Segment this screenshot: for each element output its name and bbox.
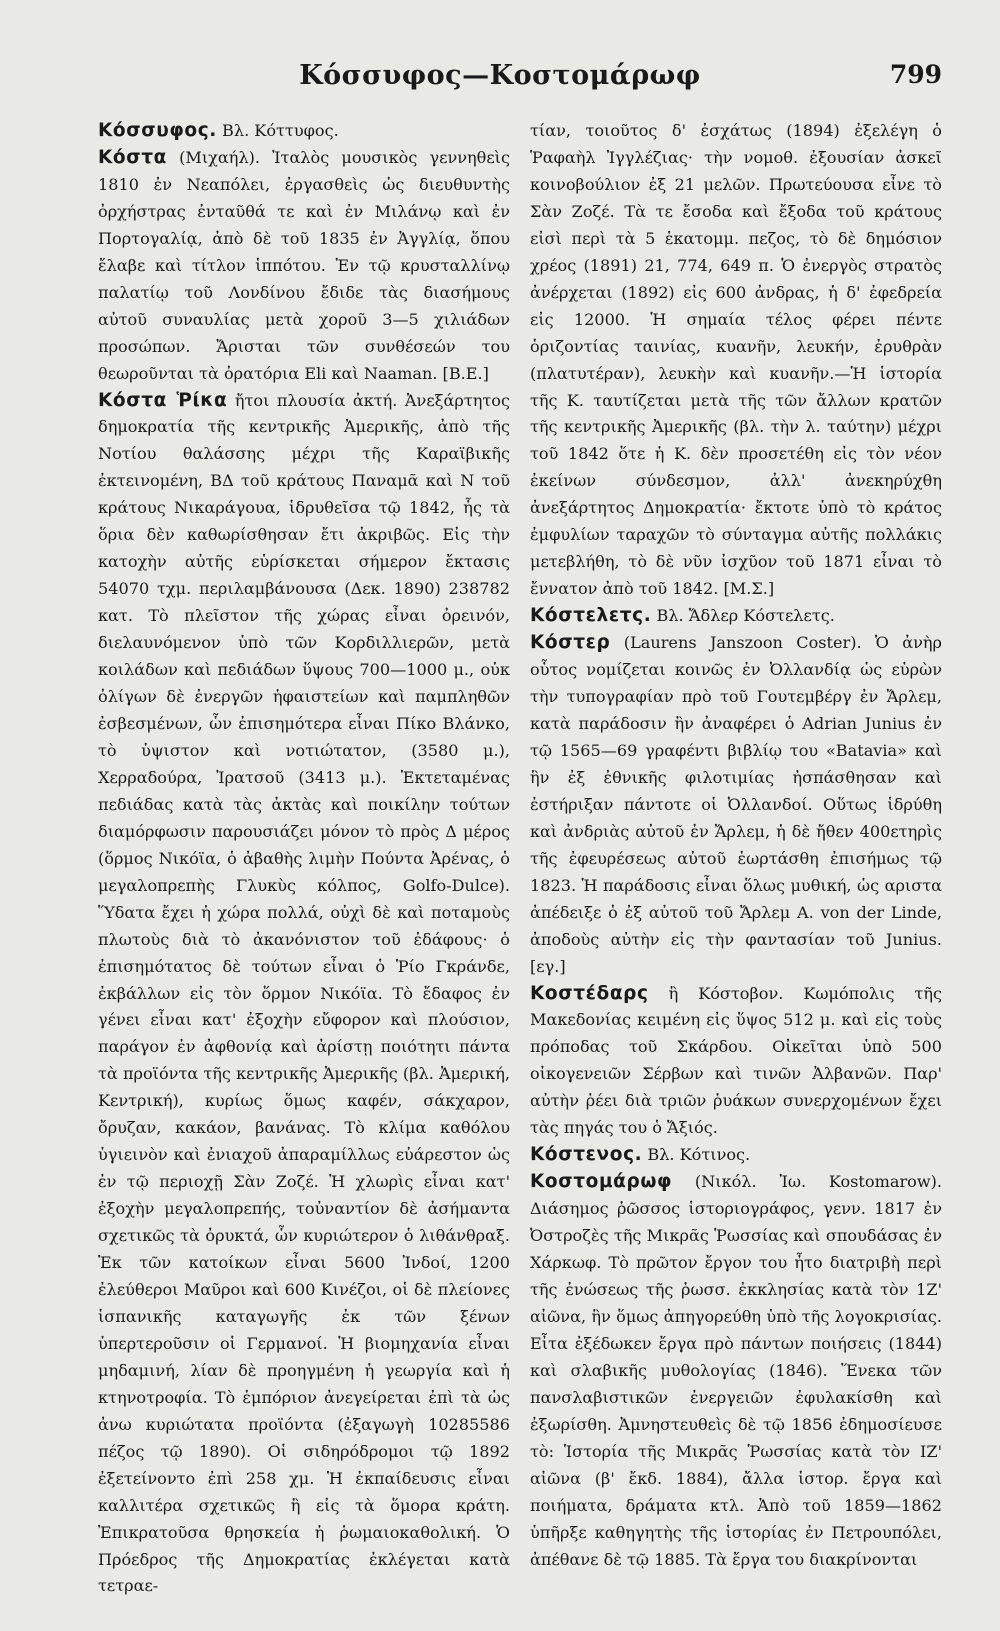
entry-headword: Κόστα Ῥίκα [98,389,228,411]
entry [530,1142,942,1169]
entry-continuation [530,118,942,603]
entry-headword: Κόστερ [530,632,611,654]
entry-text: ἤτοι πλουσία ἀκτή. Ἀνεξάρτητος δημοκρατία τῆς κεντρικῆς Ἀμερικῆς, ἀπὸ τῆς Νοτίου θαλάσσης μέχρι τῆς Καραϊβικῆς ἐκτεινομένη, ΒΔ τοῦ κράτους Παναμᾶ καὶ Ν τοῦ κράτους Νικαράγουα, ἱδρυθεῖσα τῷ 1842, ἧς τὰ ὅρια δὲν καθωρίσθησαν ἔτι ἀκριβῶς. Εἰς τὴν κατοχὴν αὐτῆς εὑρίσκεται σήμερον ἔκτασις 54070 τχμ. περιλαμβάνουσα (Δεκ. 1890) 238782 κατ. Τὸ πλεῖστον τῆς χώρας εἶναι ὀρεινόν, διελαυνόμενον ὑπὸ τῶν Κορδιλλιερῶν, μετὰ κοιλάδων καὶ πεδιάδων ὕψους 700—1000 μ., οὐκ ὀλίγων δὲ ἐνεργῶν ἡφαιστείων καὶ παμπληθῶν ἐσβεσμένων, ὧν ἐπισημότερα εἶναι Πίκο Βλάνκο, τὸ ὑψιστον καὶ νοτιώτατον, (3580 μ.), Χερραδούρα, Ἰρατσοῦ (3413 μ.). Ἐκτεταμένας πεδιάδας κατὰ τὰς ἀκτὰς καὶ ποικίλην τούτων διαμόρφωσιν παρουσιάζει μόνον τὸ πρὸς Δ μέρος (ὅρμος Νικόϊα, ὁ ἀβαθὴς λιμὴν Πούντα Ἀρένας, ὁ μεγαλοπρεπὴς Γλυκὺς κόλπος, Golfo-Dulce). Ὕδατα ἔχει ἡ χώρα πολλά, οὐχὶ δὲ καὶ ποταμοὺς πλωτοὺς διὰ τὸ ἀκανόνιστον τοῦ ἐδάφους· ὁ ἐπισημότατος δὲ τούτων εἶναι ὁ Ῥίο Γκράνδε, ἐκβάλλων εἰς τὸν ὅρμον Νικόϊα. Τὸ ἔδαφος ἐν γένει εἶναι κατ' ἐξοχὴν εὔφορον καὶ πλούσιον, παράγον ἐν ἀφθονίᾳ καὶ ἀρίστῃ ποιότητι πάντα τὰ προϊόντα τῆς κεντρικῆς Ἀμερικῆς (βλ. Ἀμερική, Κεντρική), κυρίως ὅμως καφέν, σάκχαρον, ὄρυζαν, κακάον, βανάνας. Τὸ κλίμα καθόλου ὑγιεινὸν καὶ ἐνιαχοῦ ἀπαραμίλλως εὐάρεστον ὡς ἐν τῷ περιοχῇ Σὰν Ζοζέ. Ἡ χλωρὶς εἶναι κατ' ἐξοχὴν μεγαλοπρεπής, τοὐναντίον δὲ ἀσήμαντα σχετικῶς τὰ ὀρυκτά, ὧν κυριώτερον ὁ λιθάνθραξ. Ἐκ τῶν κατοίκων εἶναι 5600 Ἰνδοί, 1200 ἐλεύθεροι Μαῦροι καὶ 600 Κινέζοι, οἱ δὲ πλείονες ἱσπανικῆς καταγωγῆς ἐκ τῶν ξένων ὑπερτεροῦσιν οἱ Γερμανοί. Ἡ βιομηχανία εἶναι μηδαμινή, λίαν δὲ προηγμένη ἡ γεωργία καὶ ἡ κτηνοτροφία. Τὸ ἐμπόριον ἀνεγείρεται ἐπὶ τὰ ὡς ἀνω κυριώτατα προϊόντα (ἐξαγωγὴ 10285586 πέζος τῷ 1890). Οἱ σιδηρόδρομοι τῷ 1892 ἐξετείνοντο ἐπὶ 258 χμ. Ἡ ἐκπαίδευσις εἶναι καλλιτέρα σχετικῶς ἢ εἰς τὰ ὅμορα κράτη. Ἐπικρατοῦσα θρησκεία ἡ ῥωμαιοκαθολική. Ὁ Πρόεδρος τῆς Δημοκρατίας ἐκλέγεται κατὰ τετραε- [98,390,510,1596]
entry [530,630,942,980]
page-header [0,52,1000,102]
running-title: Κόσσυφος—Κοστομάρωφ [299,60,701,91]
entry [98,388,510,1601]
entry [530,603,942,630]
entry-text: (Μιχαήλ). Ἰταλὸς μουσικὸς γεννηθεὶς 1810 ἐν Νεαπόλει, ἐργασθεὶς ὡς διευθυντὴς ὀρχήστρας ἐνταῦθά τε καὶ ἐν Μιλάνῳ καὶ ἐν Πορτογαλίᾳ, ἀπὸ δὲ τοῦ 1835 ἐν Ἀγγλίᾳ, ὅπου ἔλαβε καὶ τίτλον ἱππότου. Ἐν τῷ κρυσταλλίνῳ παλατίῳ τοῦ Λονδίνου ἔδιδε τὰς διασήμους αὐτοῦ συναυλίας μετὰ χοροῦ 3—5 χιλιάδων προσώπων. Ἄρισται τῶν συνθέσεών του θεωροῦνται τὰ ὀρατόρια Eli καὶ Naaman. [Β.Ε.] [98,147,510,383]
entry-headword: Κοστομάρωφ [530,1171,673,1193]
page-number: 799 [889,60,942,89]
entry-text: (Νικόλ. Ἰω. Kostomarow). Διάσημος ῥῶσσος ἱστοριογράφος, γενν. 1817 ἐν Ὀστροζὲς τῆς Μικρᾶς Ῥωσσίας καὶ σπουδάσας ἐν Χάρκωφ. Τὸ πρῶτον ἔργον του ἦτο διατριβὴ περὶ τῆς ἐνώσεως τῆς ῥωσσ. ἐκκλησίας κατὰ τὸν 1Ζ' αἰῶνα, ἣν ὅμως ἀπηγορεύθη ὑπὸ τῆς λογοκρισίας. Εἶτα ἐξέδωκεν ἔργα πρὸ πάντων ποιήσεις (1844) καὶ σλαβικῆς μυθολογίας (1846). Ἕνεκα τῶν πανσλαβιστικῶν ἐνεργειῶν ἐφυλακίσθη καὶ ἐξωρίσθη. Ἀμνηστευθεὶς δὲ τῷ 1856 ἐδημοσίευσε τὸ: Ἱστορία τῆς Μικρᾶς Ῥωσσίας κατὰ τὸν ΙΖ' αἰῶνα (β' ἔκδ. 1884), ἄλλα ἱστορ. ἔργα καὶ ποιήματα, δράματα κτλ. Ἀπὸ τοῦ 1859—1862 ὑπῆρξε καθηγητὴς τῆς ἱστορίας ἐν Πετρουπόλει, ἀπέθανε δὲ τῷ 1885. Τὰ ἔργα του διακρίνονται [530,1172,942,1569]
entry-text: (Laurens Janszoon Coster). Ὁ ἀνὴρ οὗτος νομίζεται κοινῶς ἐν Ὀλλανδίᾳ ὡς εὑρὼν τὴν τυπογραφίαν πρὸ τοῦ Γουτεμβέργ ἐν Ἄρλεμ, κατὰ παράδοσιν ἣν ἀναφέρει ὁ Adrian Junius ἐν τῷ 1565—69 γραφέντι βιβλίῳ του «Batavia» καὶ ἣν ἐξ ἐθνικῆς φιλοτιμίας ἠσπάσθησαν καὶ ἐστήριξαν πάντοτε οἱ Ὀλλανδοί. Οὕτως ἱδρύθη καὶ ἀνδριὰς αὐτοῦ ἐν Ἄρλεμ, ἡ δὲ ἤθεν 400ετηρὶς τῆς ἐφευρέσεως αὐτοῦ ἑωρτάσθη ἐπισήμως τῷ 1823. Ἡ παράδοσις εἶναι ὅλως μυθική, ὡς αριστα ἀπέδειξε ὁ ἐξ αὐτοῦ τοῦ Ἄρλεμ A. von der Linde, ἀποδοὺς αὐτὴν εἰς τὴν φαντασίαν τοῦ Junius. [εγ.] [530,633,942,976]
entry [530,981,942,1143]
entry [98,118,510,145]
entry-headword: Κόσσυφος. [98,120,217,141]
entry-text: Βλ. Ἄδλερ Κόστελετς. [651,606,835,626]
entry-headword: Κόστα [98,146,167,168]
entry-text: τίαν, τοιοῦτος δ' ἐσχάτως (1894) ἐξελέγη ὁ Ῥαφαὴλ Ἰγγλέζιας· τὴν νομοθ. ἐξουσίαν ἀσκεῖ κοινοβούλιον ἐξ 21 μελῶν. Πρωτεύουσα εἶνε τὸ Σὰν Ζοζέ. Τὰ τε ἔσοδα καὶ ἔξοδα τοῦ κράτους εἰσὶ περὶ τὰ 5 ἑκατομμ. πεζος, τὸ δὲ δημόσιον χρέος (1891) 21, 774, 649 π. Ὁ ἐνεργὸς στρατὸς ἀνέρχεται (1892) εἰς 600 ἀνδρας, ἡ δ' ἐφεδρεία εἰς 12000. Ἡ σημαία τέλος φέρει πέντε ὁριζοντίας ταινίας, κυανῆν, λευκήν, ἐρυθρὰν (πλατυτέραν), λευκὴν καὶ κυανῆν.—Ἡ ἱστορία τῆς Κ. ταυτίζεται μετὰ τῆς τῶν ἄλλων κρατῶν τῆς κεντρικῆς Ἀμερικῆς (βλ. τὴν λ. ταύτην) μέχρι τοῦ 1842 ὅτε ἡ Κ. δὲν προσετέθη εἰς τὸν νέον ἐκείνων σύνδεσμον, ἀλλ' ἀνεκηρύχθη ἀνεξάρτητος Δημοκρατία· ἔκτοτε ὑπὸ τὸ κράτος ἐμφυλίων ταραχῶν τὸ σύνταγμα αὐτῆς πολλάκις μετεβλήθη, τὸ δὲ νῦν ἰσχῦον τοῦ 1871 εἶναι τὸ ἔννατον ἀπὸ τοῦ 1842. [Μ.Σ.] [530,121,942,599]
entry [98,145,510,388]
left-column [98,118,510,1600]
entry-headword: Κόστενος. [530,1144,643,1166]
entry-text: ἢ Κόστοβον. Κωμόπολις τῆς Μακεδονίας κειμένη εἰς ὕψος 512 μ. καὶ εἰς τοὺς πρόποδας τοῦ Σκάρδου. Οἰκεῖται ὑπὸ 500 οἰκογενειῶν Σέρβων καὶ τινῶν Ἀλβανῶν. Παρ' αὐτὴν ῥέει διὰ τριῶν ῥυάκων συνερχομένων ἔχει τὰς πηγάς του ὁ Ἄξιός. [530,983,942,1138]
entry-headword: Κόστελετς. [530,605,652,627]
entry-text: Βλ. Κότινος. [642,1145,751,1165]
right-column [530,118,942,1573]
entry [530,1169,942,1573]
entry-text: Βλ. Κόττυφος. [216,121,339,140]
entry-headword: Κοστέδαρς [530,982,649,1004]
